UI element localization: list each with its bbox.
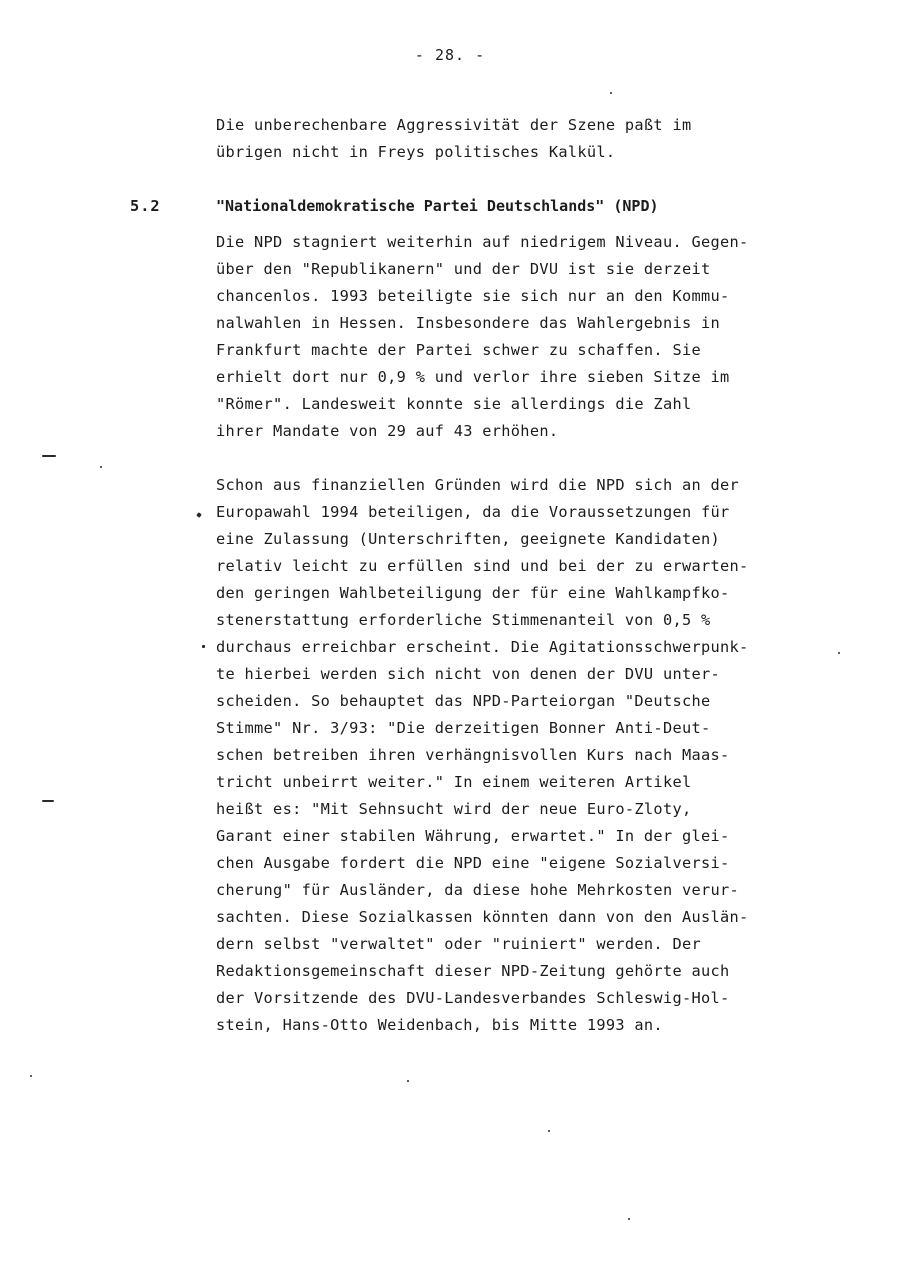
scan-speck [100, 466, 102, 468]
section-title: "Nationaldemokratische Partei Deutschlands" (NPD) [216, 197, 659, 215]
text-line: relativ leicht zu erfüllen sind und bei der zu erwarten- [216, 557, 749, 575]
paragraph-npd-status [216, 229, 856, 445]
text-line: heißt es: "Mit Sehnsucht wird der neue Euro-Zloty, [216, 800, 692, 818]
text-line: Europawahl 1994 beteiligen, da die Voraussetzungen für [216, 503, 730, 521]
text-line: nalwahlen in Hessen. Insbesondere das Wahlergebnis in [216, 314, 721, 332]
scan-speck [628, 1218, 630, 1220]
scan-speck [30, 1075, 32, 1077]
text-line: "Römer". Landesweit konnte sie allerdings die Zahl [216, 395, 692, 413]
scan-speck [838, 652, 840, 654]
section-number: 5.2 [130, 197, 161, 215]
text-line: stenerstattung erforderliche Stimmenanteil von 0,5 % [216, 611, 711, 629]
scan-speck [42, 800, 54, 802]
text-line: sachten. Diese Sozialkassen könnten dann von den Auslän- [216, 908, 749, 926]
scan-speck [548, 1130, 550, 1132]
text-line: Frankfurt machte der Partei schwer zu schaffen. Sie [216, 341, 701, 359]
text-line: erhielt dort nur 0,9 % und verlor ihre sieben Sitze im [216, 368, 730, 386]
text-line: tricht unbeirrt weiter." In einem weiteren Artikel [216, 773, 692, 791]
text-line: der Vorsitzende des DVU-Landesverbandes Schleswig-Hol- [216, 989, 730, 1007]
text-line: Die NPD stagniert weiterhin auf niedrigem Niveau. Gegen- [216, 233, 749, 251]
text-line: stein, Hans-Otto Weidenbach, bis Mitte 1993 an. [216, 1016, 663, 1034]
intro-paragraph [216, 112, 856, 166]
text-line: den geringen Wahlbeteiligung der für eine Wahlkampfko- [216, 584, 730, 602]
text-line: Die unberechenbare Aggressivität der Szene paßt im [216, 116, 692, 134]
text-line: Schon aus finanziellen Gründen wird die NPD sich an der [216, 476, 740, 494]
scan-speck [407, 1080, 409, 1082]
text-line: scheiden. So behauptet das NPD-Parteiorgan "Deutsche [216, 692, 711, 710]
paragraph-european-election [216, 472, 856, 1039]
scan-speck [196, 512, 202, 518]
text-line: schen betreiben ihren verhängnisvollen Kurs nach Maas- [216, 746, 730, 764]
scan-speck [610, 92, 612, 94]
text-line: Stimme" Nr. 3/93: "Die derzeitigen Bonner Anti-Deut- [216, 719, 711, 737]
text-line: Garant einer stabilen Währung, erwartet." In der glei- [216, 827, 730, 845]
text-line: chen Ausgabe fordert die NPD eine "eigene Sozialversi- [216, 854, 730, 872]
text-line: te hierbei werden sich nicht von denen der DVU unter- [216, 665, 721, 683]
text-line: über den "Republikanern" und der DVU ist sie derzeit [216, 260, 711, 278]
text-line: ihrer Mandate von 29 auf 43 erhöhen. [216, 422, 559, 440]
text-line: übrigen nicht in Freys politisches Kalkül. [216, 143, 616, 161]
page-number: - 28. - [414, 46, 486, 64]
text-line: eine Zulassung (Unterschriften, geeignete Kandidaten) [216, 530, 721, 548]
scan-speck [42, 455, 56, 457]
text-line: cherung" für Ausländer, da diese hohe Mehrkosten verur- [216, 881, 740, 899]
text-line: chancenlos. 1993 beteiligte sie sich nur an den Kommu- [216, 287, 730, 305]
text-line: Redaktionsgemeinschaft dieser NPD-Zeitung gehörte auch [216, 962, 730, 980]
scan-speck [202, 645, 205, 648]
text-line: durchaus erreichbar erscheint. Die Agitationsschwerpunk- [216, 638, 749, 656]
text-line: dern selbst "verwaltet" oder "ruiniert" werden. Der [216, 935, 701, 953]
